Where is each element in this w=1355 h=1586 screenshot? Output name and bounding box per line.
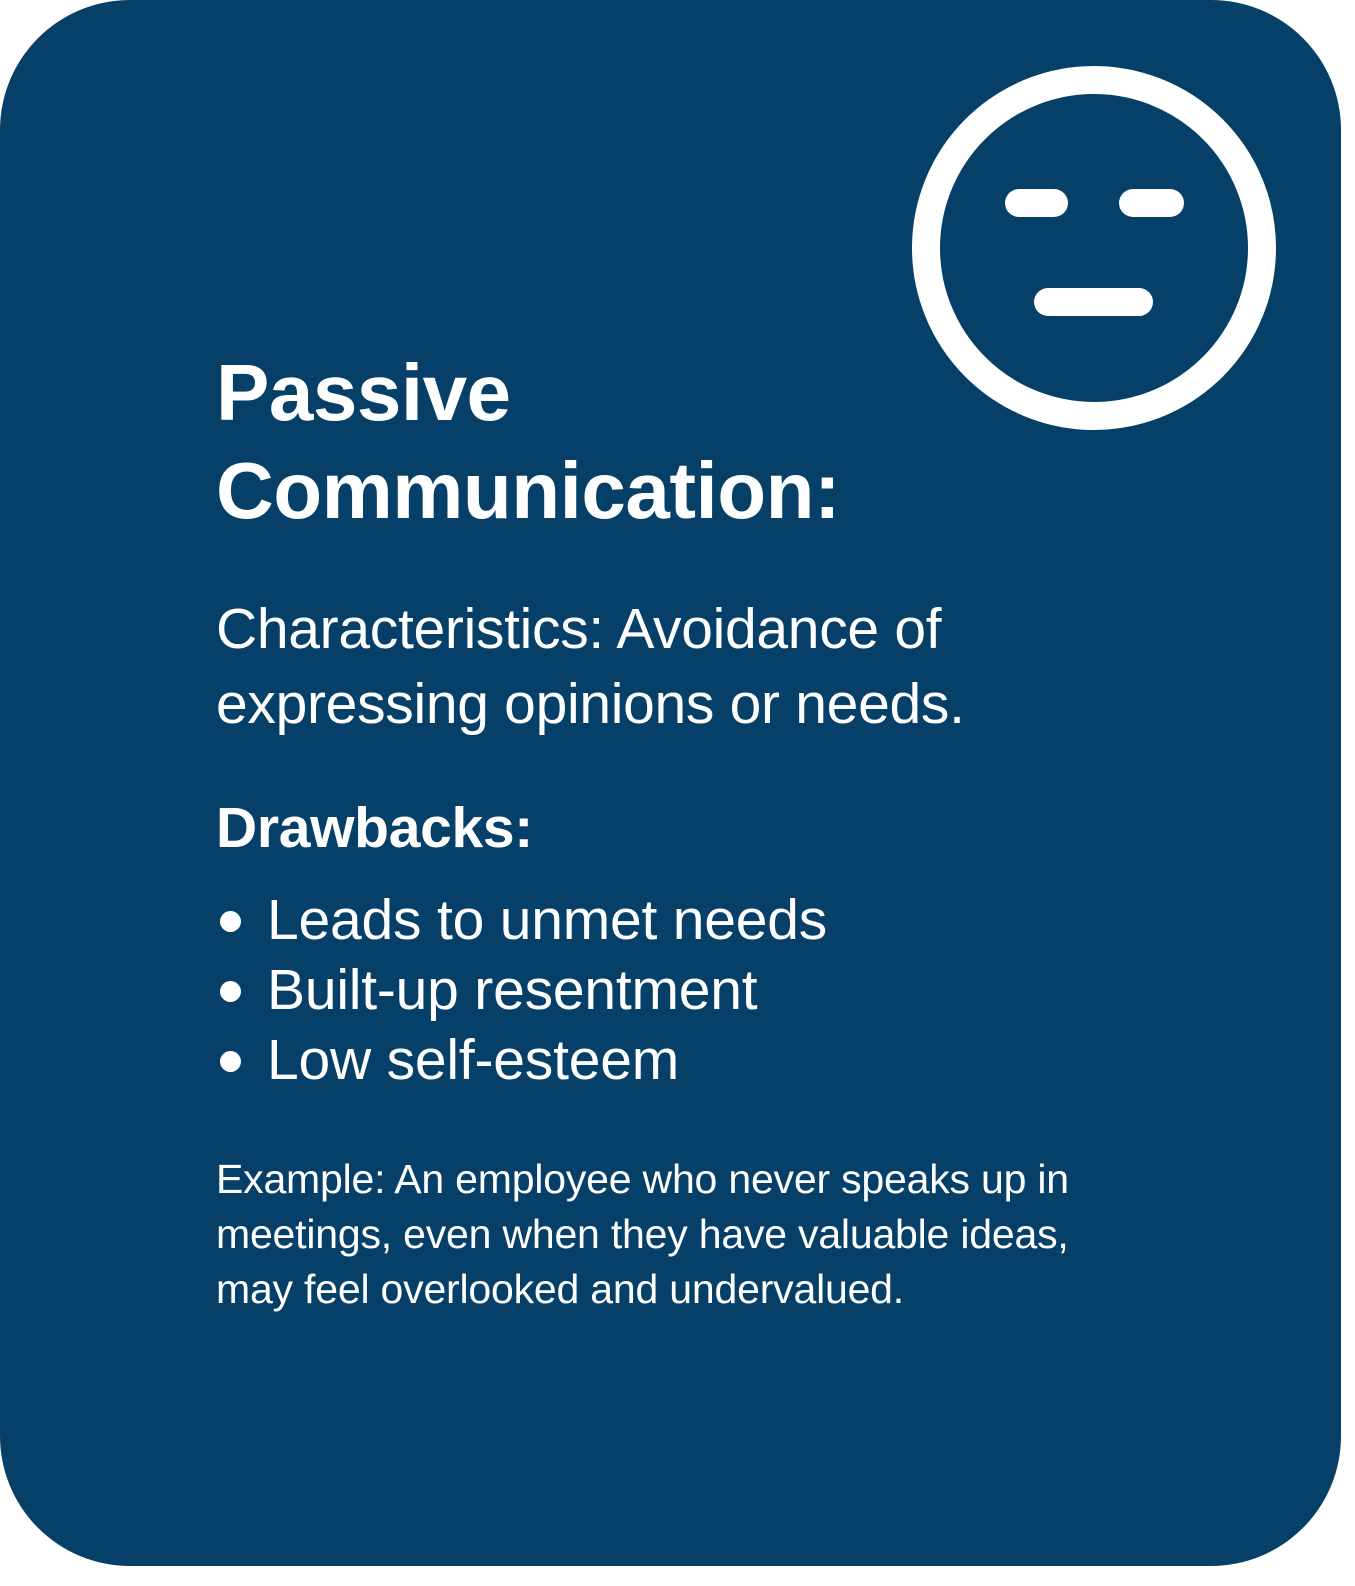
list-item-text: Built-up resentment — [267, 958, 758, 1022]
neutral-face-icon — [911, 65, 1277, 431]
example-text: Example: An employee who never speaks up in meetings, even when they have valuable ideas, may feel overlooked and undervalued. — [216, 1156, 1069, 1312]
title-line-1: Passive — [216, 348, 511, 437]
characteristics-text: Characteristics: Avoidance of expressing opinions or needs. — [216, 597, 965, 736]
drawbacks-list — [216, 885, 827, 1095]
bullet-icon — [220, 1051, 241, 1072]
list-item — [216, 955, 827, 1025]
drawbacks-heading: Drawbacks: — [216, 796, 533, 860]
list-item-text: Leads to unmet needs — [267, 888, 828, 952]
list-item — [216, 1025, 827, 1095]
bullet-icon — [220, 981, 241, 1002]
title-line-2: Communication: — [216, 446, 841, 535]
list-item — [216, 885, 827, 955]
list-item-text: Low self-esteem — [267, 1028, 680, 1092]
bullet-icon — [220, 911, 241, 932]
page-title — [216, 344, 840, 540]
